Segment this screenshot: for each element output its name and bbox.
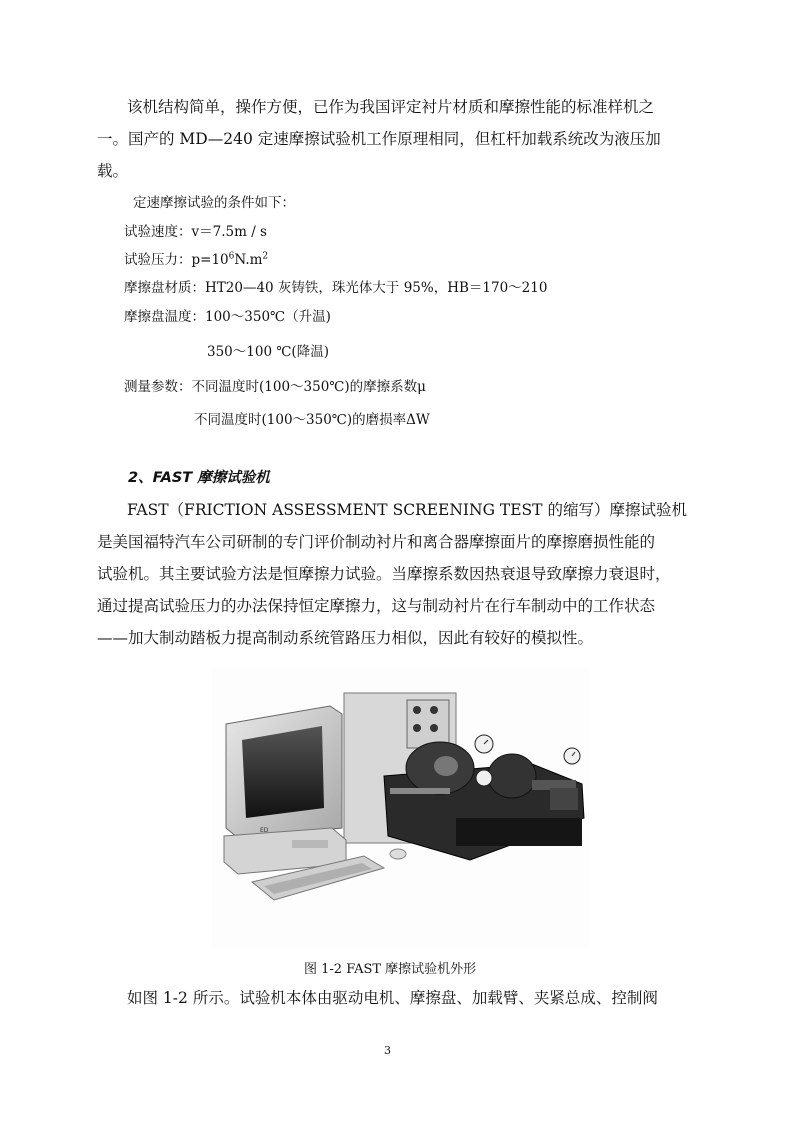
- para1-line-1: 该机结构简单，操作方便，已作为我国评定衬片材质和摩擦性能的标准样机之: [127, 98, 655, 116]
- para2-line-4: 通过提高试验压力的办法保持恒定摩擦力，这与制动衬片在行车制动中的工作状态: [97, 597, 656, 615]
- para1-line-2: 一。国产的 MD—240 定速摩擦试验机工作原理相同，但杠杆加载系统改为液压加: [97, 130, 661, 148]
- condition-measure-wear: 不同温度时(100～350℃)的磨损率ΔW: [194, 412, 430, 428]
- condition-material: 摩擦盘材质：HT20—40 灰铸铁，珠光体大于 95%，HB＝170～210: [124, 280, 548, 296]
- machine-illustration: [212, 668, 590, 948]
- para2-line-2: 是美国福特汽车公司研制的专门评价制动衬片和离合器摩擦面片的摩擦磨损性能的: [97, 533, 656, 551]
- condition-temp-fall: 350～100 ℃(降温): [207, 344, 329, 360]
- para1-line-3: 载。: [97, 162, 129, 180]
- mouse: [390, 849, 406, 859]
- para2-line-3: 试验机。其主要试验方法是恒摩擦力试验。当摩擦系数因热衰退导致摩擦力衰退时，: [97, 565, 671, 583]
- condition-temp-rise: 摩擦盘温度：100～350℃（升温): [124, 309, 331, 325]
- conditions-intro: 定速摩擦试验的条件如下：: [133, 195, 295, 211]
- condition-speed: 试验速度：v＝7.5m / s: [124, 224, 267, 240]
- page-number: 3: [384, 1044, 391, 1057]
- fast-machine-photo: [212, 668, 590, 948]
- para3-line-1: 如图 1-2 所示。试验机本体由驱动电机、摩擦盘、加载臂、夹紧总成、控制阀: [127, 989, 658, 1007]
- figure-caption: 图 1-2 FAST 摩擦试验机外形: [304, 962, 477, 977]
- para2-line-1: FAST（FRICTION ASSESSMENT SCREENING TEST 的缩写）摩擦试验机: [127, 501, 687, 519]
- monitor-screen: [242, 726, 324, 818]
- friction-disc: [488, 754, 536, 798]
- condition-measure-friction: 测量参数：不同温度时(100～350℃)的摩擦系数μ: [124, 379, 426, 395]
- para2-line-5: ——加大制动踏板力提高制动系统管路压力相似，因此有较好的模拟性。: [97, 629, 594, 647]
- condition-pressure: 试验压力：$p=10^6N.m^2$: [124, 251, 269, 268]
- monitor-label: ED: [260, 827, 269, 834]
- section-heading: 2、FAST 摩擦试验机: [128, 470, 270, 486]
- pressure-gauge-2: [476, 770, 492, 786]
